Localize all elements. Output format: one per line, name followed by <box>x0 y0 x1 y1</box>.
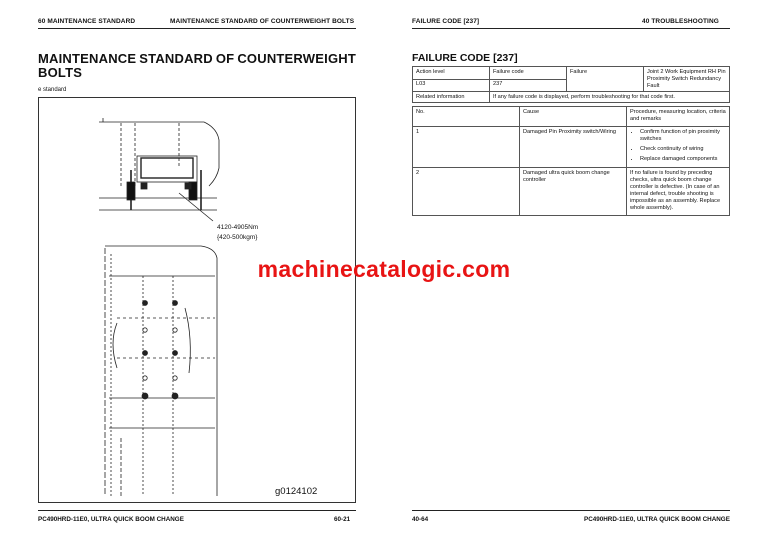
title-word: MAINTENANCE <box>38 51 137 66</box>
header-no: No. <box>413 107 520 127</box>
right-header-rule <box>412 28 730 29</box>
left-footer-page: 60-21 <box>334 516 351 523</box>
left-header-title: MAINTENANCE STANDARD OF COUNTERWEIGHT BOLTS <box>170 18 355 25</box>
row-remarks: If no failure is found by preceding checks, ultra quick boom change controller is defective. (In case of an internal defect, trouble shooting is impossible as an assembly. Replace whole assembly). <box>627 168 730 216</box>
figure-id: g0124102 <box>275 486 318 497</box>
section-title: FAILURE CODE [237] <box>412 52 518 64</box>
left-footer-model: PC490HRD-11E0, ULTRA QUICK BOOM CHANGE <box>38 516 184 523</box>
page-title <box>38 52 356 80</box>
counterweight-drawing <box>39 98 357 504</box>
cause-table <box>412 106 730 216</box>
right-footer-model: PC490HRD-11E0, ULTRA QUICK BOOM CHANGE <box>584 516 730 523</box>
title-word: STANDARD <box>139 51 213 66</box>
right-footer-page: 40-64 <box>412 516 429 523</box>
table-row <box>413 127 730 168</box>
figure-box <box>38 97 356 503</box>
row-no: 2 <box>413 168 520 216</box>
torque-value: 4120-4905Nm <box>217 224 259 231</box>
subtitle: e standard <box>38 87 67 93</box>
table-header-row <box>413 107 730 127</box>
row-no: 1 <box>413 127 520 168</box>
step-item: • Check continuity of wiring <box>640 146 726 153</box>
title-line2: BOLTS <box>38 65 83 80</box>
right-header-title: FAILURE CODE [237] <box>412 18 480 25</box>
failure-info-table <box>412 66 730 103</box>
row-cause: Damaged Pin Proximity switch/Wiring <box>520 127 627 168</box>
left-header-rule <box>38 28 356 29</box>
torque-value-kgm: {420-500kgm} <box>217 234 258 241</box>
failure-code-value: 237 <box>490 79 567 92</box>
watermark: machinecatalogic.com <box>257 256 511 282</box>
related-info-value: If any failure code is displayed, perform troubleshooting for that code first. <box>490 92 730 103</box>
title-word: COUNTERWEIGHT <box>237 51 356 66</box>
related-info-label: Related information <box>413 92 490 103</box>
title-word: OF <box>215 51 235 66</box>
left-footer-rule <box>38 510 356 511</box>
row-procedure <box>627 127 730 168</box>
step-item: • Replace damaged components <box>640 156 726 163</box>
header-cause: Cause <box>520 107 627 127</box>
action-level-label: Action level <box>413 67 490 80</box>
right-footer-rule <box>412 510 730 511</box>
table-row <box>413 168 730 216</box>
row-cause: Damaged ultra quick boom change controller <box>520 168 627 216</box>
failure-label: Failure <box>567 67 644 92</box>
failure-code-label: Failure code <box>490 67 567 80</box>
header-procedure: Procedure, measuring location, criteria and remarks <box>627 107 730 127</box>
action-level-value: L03 <box>413 79 490 92</box>
step-item: • Confirm function of pin proximity switches <box>640 129 726 143</box>
right-header-section: 40 TROUBLESHOOTING <box>642 18 719 25</box>
failure-value: Joint 2 Work Equipment RH Pin Proximity Switch Redundancy Fault <box>644 67 730 92</box>
left-header-section: 60 MAINTENANCE STANDARD <box>38 18 136 25</box>
